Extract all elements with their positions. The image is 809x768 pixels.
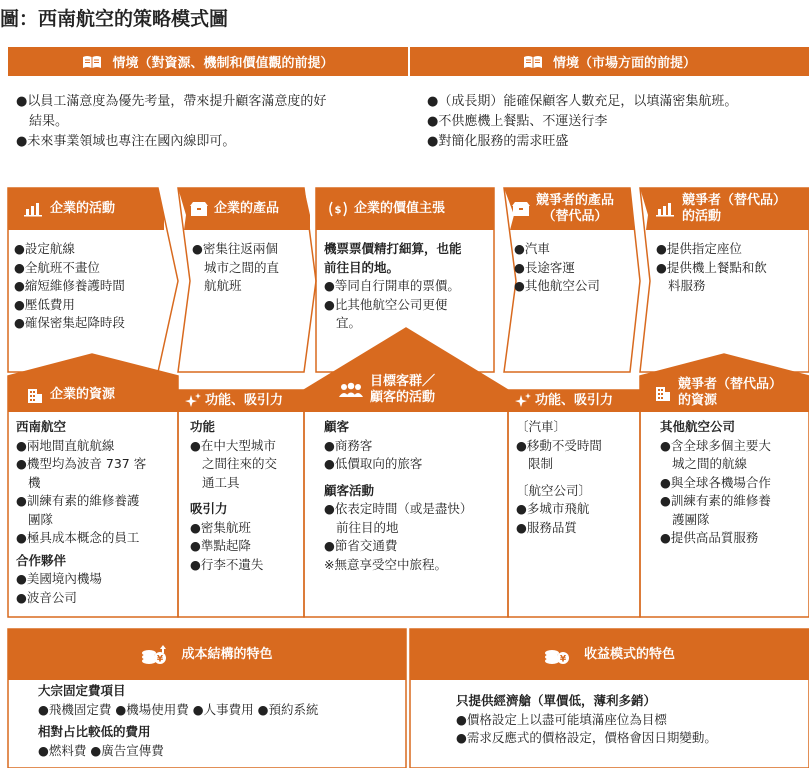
target-subhead: 顧客: [324, 419, 350, 434]
revenue-header: [410, 629, 809, 680]
bar-chart-icon: [656, 201, 676, 217]
resources-subhead: 西南航空: [16, 419, 67, 434]
function-right-item: 限制: [528, 456, 554, 471]
value-item: 宜。: [336, 315, 362, 330]
comp-products-title-1: 競爭者的產品: [536, 193, 615, 208]
revenue-item: ●價格設定上以盡可能填滿座位為目標: [456, 711, 667, 727]
comp-resources-item: ●訓練有素的維修養: [660, 493, 771, 508]
function-right-subhead: 〔汽車〕: [516, 419, 567, 434]
box-icon: [512, 201, 530, 217]
comp-activities-item: ●提供機上餐點和飲: [656, 259, 767, 275]
cost-header: [8, 629, 406, 680]
resources-body: [16, 418, 176, 607]
activities-title: 企業的活動: [50, 201, 116, 216]
target-item: ●節省交通費: [324, 538, 398, 553]
comp-resources-item: ●提供高品質服務: [660, 530, 759, 545]
function-right-header: [508, 390, 640, 412]
comp-activities-item: ●提供指定座位: [656, 241, 742, 256]
building-icon: [654, 384, 672, 402]
function-left-subhead: 功能: [190, 419, 216, 434]
activities-header: [8, 188, 158, 230]
function-right-subhead: 〔航空公司〕: [516, 482, 592, 498]
target-title-2: 顧客的活動: [370, 390, 436, 405]
comp-activities-body: [656, 240, 806, 296]
function-right-title: 功能、吸引力: [535, 393, 614, 408]
comp-products-body: [514, 240, 630, 296]
activities-item: ●確保密集起降時段: [14, 315, 125, 330]
comp-activities-header: [652, 188, 809, 230]
products-item: ●密集往返兩個: [192, 241, 278, 256]
function-left-subhead: 吸引力: [190, 501, 228, 516]
comp-resources-item: ●含全球多個主要大: [660, 437, 771, 453]
value-header: [316, 188, 494, 230]
resources-item: ●訓練有素的維修養護: [16, 493, 140, 508]
target-item: ●低價取向的旅客: [324, 456, 423, 471]
value-body: [324, 240, 492, 333]
people-icon: [338, 382, 364, 398]
resources-item: 團隊: [28, 511, 54, 527]
target-item: ●依表定時間（或是盡快）: [324, 501, 473, 516]
activities-item: ●全航班不畫位: [14, 259, 100, 275]
value-item: ●等同自行開車的票價。: [324, 278, 460, 293]
comp-products-item: ●汽車: [514, 241, 550, 256]
revenue-subhead: 只提供經濟艙（單價低，薄利多銷）: [456, 693, 657, 708]
value-title: 企業的價值主張: [354, 201, 446, 216]
revenue-title: 收益模式的特色: [583, 646, 675, 662]
products-item: 城市之間的直: [204, 259, 280, 275]
resources-item: ●美國境內機場: [16, 571, 102, 586]
function-left-body: [190, 418, 302, 574]
comp-products-title-2: （替代品）: [542, 209, 608, 224]
premise-right-line: ●對簡化服務的需求旺盛: [427, 134, 569, 149]
target-item: ●商務客: [324, 437, 373, 453]
value-icon: [328, 200, 348, 218]
resources-item: ●兩地間直航航線: [16, 437, 115, 453]
function-left-item: ●準點起降: [190, 538, 251, 553]
activities-body: [14, 240, 164, 333]
target-body: [324, 418, 506, 574]
resources-item: ●機型均為波音 737 客: [16, 456, 147, 471]
value-headline: 前往目的地。: [324, 259, 400, 275]
products-title: 企業的產品: [214, 201, 280, 216]
sparkle-icon: [184, 393, 202, 409]
comp-products-item: ●其他航空公司: [514, 278, 600, 293]
premise-right-line: ●（成長期）能確保顧客人數充足，以填滿密集航班。: [427, 94, 738, 109]
building-icon: [26, 386, 44, 404]
target-note: ※無意享受空中旅程。: [324, 556, 447, 572]
value-item: ●比其他航空公司更便: [324, 296, 448, 312]
svg-text:$: $: [334, 205, 342, 216]
comp-activities-title-2: 的活動: [682, 209, 722, 224]
comp-products-item: ●長途客運: [514, 259, 575, 275]
function-right-item: ●移動不受時間: [516, 437, 602, 453]
products-header: [184, 188, 308, 230]
cost-title: 成本結構的特色: [181, 646, 273, 662]
target-header: [304, 368, 508, 412]
comp-products-header: [510, 188, 635, 230]
comp-activities-title-1: 競爭者（替代品）: [682, 193, 787, 208]
function-right-body: [516, 418, 638, 537]
comp-resources-title-2: 的資源: [678, 393, 718, 408]
cost-item: ●燃料費 ●廣告宣傳費: [38, 742, 164, 758]
resources-item: 機: [28, 474, 41, 490]
premise-left-line: ●未來事業領域也專注在國內線即可。: [16, 134, 236, 149]
coins-icon: [141, 644, 167, 666]
premise-right-title: 情境（市場方面的前提）: [552, 56, 696, 71]
bar-chart-icon: [24, 201, 44, 217]
resources-subhead: 合作夥伴: [16, 552, 67, 568]
target-item: 前往目的地: [336, 519, 399, 535]
resources-title: 企業的資源: [50, 387, 116, 402]
activities-item: ●縮短維修養護時間: [14, 278, 125, 293]
premise-left-line: ●以員工滿意度為優先考量，帶來提升顧客滿意度的好: [16, 94, 327, 109]
products-item: 航航班: [204, 278, 242, 293]
cost-subhead: 相對占比較低的費用: [38, 724, 151, 739]
function-left-item: ●密集航班: [190, 519, 251, 535]
comp-resources-subhead: 其他航空公司: [660, 419, 736, 434]
activities-item: ●壓低費用: [14, 296, 75, 312]
comp-resources-item: 城之間的航線: [672, 456, 748, 471]
function-left-item: ●在中大型城市: [190, 437, 276, 453]
comp-resources-item: 護團隊: [672, 511, 710, 527]
products-body: [192, 240, 304, 296]
resources-item: ●極具成本概念的員工: [16, 530, 140, 545]
coins-icon: [544, 644, 570, 666]
target-title-1: 目標客群／: [370, 374, 436, 389]
activities-item: ●設定航線: [14, 241, 75, 256]
comp-resources-title-1: 競爭者（替代品）: [678, 377, 783, 392]
revenue-body: [456, 692, 806, 748]
cost-item: ●飛機固定費 ●機場使用費 ●人事費用 ●預約系統: [38, 701, 319, 717]
premise-right-line: ●不供應機上餐點、不運送行李: [427, 114, 608, 129]
comp-resources-item: ●與全球各機場合作: [660, 474, 771, 490]
target-subhead: 顧客活動: [324, 482, 375, 498]
function-right-item: ●服務品質: [516, 519, 577, 535]
value-headline: 機票票價精打細算，也能: [324, 241, 462, 256]
function-left-item: 通工具: [202, 474, 240, 490]
resources-item: ●波音公司: [16, 589, 77, 605]
comp-resources-body: [660, 418, 808, 548]
function-left-header: [178, 390, 304, 412]
cost-subhead: 大宗固定費項目: [38, 683, 126, 698]
resources-header: [8, 378, 178, 412]
premise-left-title: 情境（對資源、機制和價值觀的前提）: [112, 56, 334, 71]
premise-left-line: 結果。: [29, 114, 69, 129]
sparkle-icon: [514, 393, 532, 409]
revenue-item: ●需求反應式的價格設定，價格會因日期變動。: [456, 730, 717, 745]
svg-text:¥: ¥: [559, 654, 567, 664]
cost-body: [38, 682, 404, 760]
svg-text:¥: ¥: [157, 654, 164, 664]
page-title: 圖：西南航空的策略模式圖: [0, 8, 229, 30]
function-left-title: 功能、吸引力: [205, 393, 284, 408]
box-icon: [190, 201, 208, 217]
comp-activities-item: 料服務: [668, 278, 706, 293]
comp-resources-header: [640, 374, 809, 412]
function-right-item: ●多城市飛航: [516, 501, 590, 516]
function-left-item: ●行李不遺失: [190, 556, 264, 572]
function-left-item: 之間往來的交: [202, 456, 278, 471]
